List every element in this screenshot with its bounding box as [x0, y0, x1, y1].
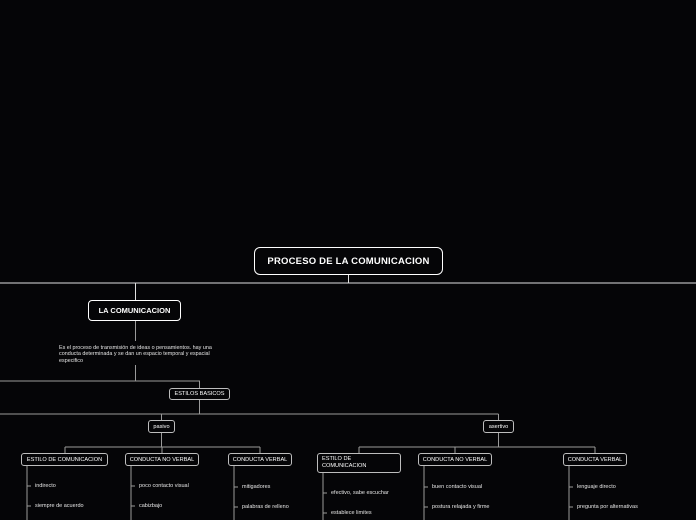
estilos-node[interactable] — [169, 388, 230, 400]
connector-asertivo-children — [359, 433, 595, 453]
asertivo-node[interactable] — [483, 420, 514, 433]
leaf-establece-limites[interactable]: establece limites — [331, 510, 372, 516]
asertivo-no-verbal-node[interactable] — [418, 453, 492, 466]
leaf-pregunta-por-alternativas[interactable]: pregunta por alternativas — [577, 504, 638, 510]
leaf-postura-relajada[interactable]: postura relajada y firme — [432, 504, 490, 510]
leaf-cabizbajo[interactable]: cabizbajo — [139, 503, 163, 509]
comunicacion-node[interactable] — [88, 300, 181, 321]
connector-root — [0, 275, 696, 283]
pasivo-estilo-title: ESTILO DE COMUNICACION — [26, 456, 103, 463]
leaf-indirecto[interactable]: indirecto — [35, 483, 56, 489]
pasivo-no-verbal-node[interactable] — [125, 453, 199, 466]
estilos-title: ESTILOS BASICOS — [174, 391, 225, 397]
asertivo-estilo-title: ESTILO DE COMUNICACION — [322, 456, 367, 469]
asertivo-title: asertivo — [488, 423, 509, 430]
pasivo-verbal-node[interactable] — [228, 453, 292, 466]
pasivo-node[interactable] — [148, 420, 175, 433]
leaf-palabras-de-relleno[interactable]: palabras de relleno — [242, 504, 289, 510]
connector-leaves-p3 — [234, 466, 238, 520]
leaf-siempre-de-acuerdo[interactable]: siempre de acuerdo — [35, 503, 84, 509]
comunicacion-title: LA COMUNICACION — [98, 306, 171, 315]
root-node[interactable] — [254, 247, 443, 275]
leaf-mitigadores[interactable]: mitigadores — [242, 484, 271, 490]
pasivo-no-verbal-title: CONDUCTA NO VERBAL — [129, 456, 195, 463]
asertivo-verbal-title: CONDUCTA VERBAL — [567, 456, 623, 463]
comunicacion-description: Es el proceso de transmisión de ideas o pensamientos. hay una conducta determinada y se dan un espacio temporal y espacial especifico — [59, 345, 212, 364]
leaf-lenguaje-directo[interactable]: lenguaje directo — [577, 484, 616, 490]
asertivo-estilo-node[interactable] — [317, 453, 401, 473]
leaf-poco-contacto-visual[interactable]: poco contacto visual — [139, 483, 189, 489]
root-title: PROCESO DE LA COMUNICACION — [267, 255, 430, 267]
connector-description-2 — [0, 365, 200, 388]
asertivo-no-verbal-title: CONDUCTA NO VERBAL — [422, 456, 488, 463]
connector-pasivo-children — [65, 433, 260, 453]
pasivo-estilo-node[interactable] — [21, 453, 108, 466]
connector-leaves-p2 — [131, 466, 135, 520]
pasivo-title: pasivo — [153, 423, 170, 430]
connector-leaves-p1 — [27, 466, 31, 520]
connector-leaves-a2 — [424, 466, 428, 520]
pasivo-verbal-title: CONDUCTA VERBAL — [232, 456, 288, 463]
connector-leaves-a3 — [569, 466, 573, 520]
asertivo-verbal-node[interactable] — [563, 453, 627, 466]
connector-leaves-a1 — [323, 473, 327, 520]
connector-estilos — [0, 400, 499, 414]
leaf-efectivo[interactable]: efectivo, sabe escuchar — [331, 490, 389, 496]
leaf-buen-contacto-visual[interactable]: buen contacto visual — [432, 484, 483, 490]
